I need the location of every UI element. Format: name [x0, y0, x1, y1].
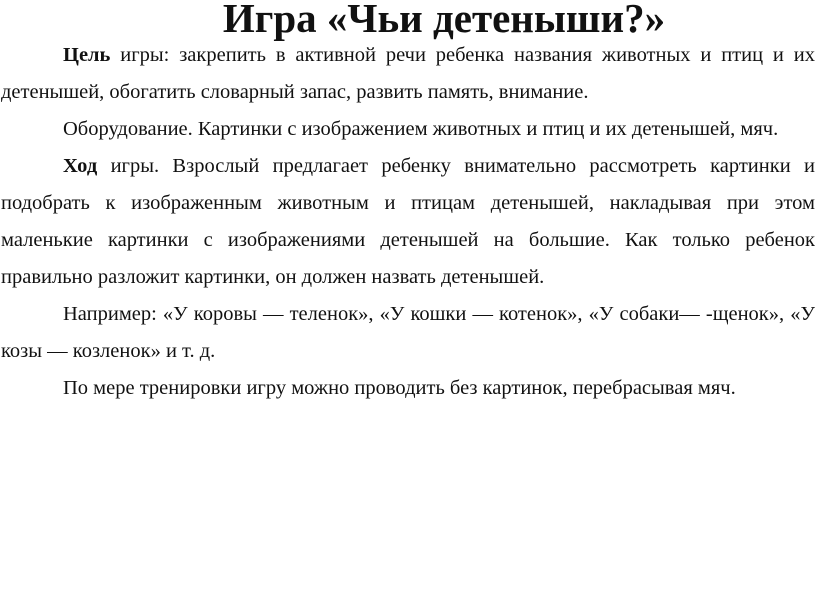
procedure-text: игры. Взрослый предлагает ребенку внимательно рассмотреть картинки и подобрать к изображенным животным и птицам детенышей, накладывая при этом маленькие картинки с изображениями детенышей на большие. Как только ребенок правильно разложит картинки, он должен назвать детенышей. [1, 155, 815, 288]
goal-paragraph [0, 37, 816, 111]
training-paragraph: По мере тренировки игру можно проводить без картинок, перебрасывая мяч. [63, 377, 736, 399]
page-title: Игра «Чьи детеныши?» [222, 0, 666, 41]
equipment-paragraph: Оборудование. Картинки с изображением животных и птиц и их детенышей, мяч. [63, 118, 779, 140]
procedure-paragraph [0, 148, 816, 296]
goal-label: Цель [63, 44, 111, 66]
procedure-label: Ход [63, 155, 98, 177]
goal-text: игры: закрепить в активной речи ребенка названия животных и птиц и их детенышей, обогатить словарный запас, развить память, внимание. [1, 44, 815, 103]
example-paragraph: Например: «У коровы — теленок», «У кошки — котенок», «У собаки— -щенок», «У козы — козленок» и т. д. [1, 303, 815, 362]
